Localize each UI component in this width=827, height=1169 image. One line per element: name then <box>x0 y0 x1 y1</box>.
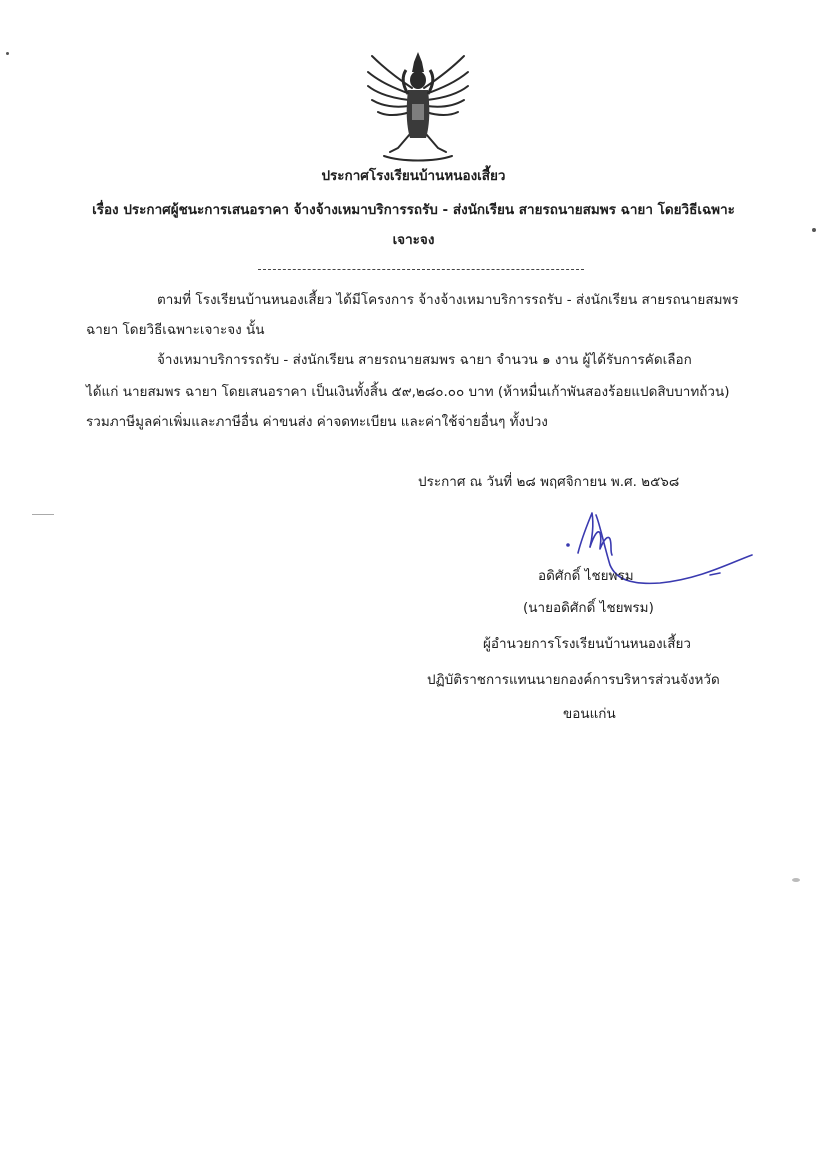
signer-position-line3: ขอนแก่น <box>563 706 616 722</box>
scan-speck <box>812 228 816 232</box>
announcement-date: ประกาศ ณ วันที่ ๒๘ พฤศจิกายน พ.ศ. ๒๕๖๘ <box>418 474 680 490</box>
scan-speck <box>792 878 800 882</box>
paragraph2-line1: จ้างเหมาบริการรถรับ - ส่งนักเรียน สายรถนายสมพร ฉายา จำนวน ๑ งาน ผู้ได้รับการคัดเลือก <box>157 352 692 368</box>
separator-line <box>258 269 584 270</box>
paragraph2-line2: ได้แก่ นายสมพร ฉายา โดยเสนอราคา เป็นเงินทั้งสิ้น ๕๙,๒๘๐.๐๐ บาท (ห้าหมื่นเก้าพันสองร้อยแปดสิบบาทถ้วน) <box>86 384 730 400</box>
signer-position-line2: ปฏิบัติราชการแทนนายกองค์การบริหารส่วนจังหวัด <box>427 672 720 688</box>
scan-speck <box>6 52 9 55</box>
paragraph2-line3: รวมภาษีมูลค่าเพิ่มและภาษีอื่น ค่าขนส่ง ค่าจดทะเบียน และค่าใช้จ่ายอื่นๆ ทั้งปวง <box>86 414 548 430</box>
scan-speck <box>32 514 54 515</box>
announcement-title: ประกาศโรงเรียนบ้านหนองเสี้ยว <box>321 168 506 184</box>
paragraph1-line2: ฉายา โดยวิธีเฉพาะเจาะจง นั้น <box>86 322 265 338</box>
signer-position-line1: ผู้อำนวยการโรงเรียนบ้านหนองเสี้ยว <box>483 636 691 652</box>
printed-name: (นายอดิศักดิ์ ไชยพรม) <box>523 600 654 616</box>
garuda-emblem-icon <box>362 48 474 166</box>
signed-name: อดิศักดิ์ ไชยพรม <box>538 568 634 584</box>
paragraph1-line1: ตามที่ โรงเรียนบ้านหนองเสี้ยว ได้มีโครงการ จ้างจ้างเหมาบริการรถรับ - ส่งนักเรียน สายรถนายสมพร <box>157 292 739 308</box>
announcement-subject-line2: เจาะจง <box>392 232 435 248</box>
announcement-subject-line1: เรื่อง ประกาศผู้ชนะการเสนอราคา จ้างจ้างเหมาบริการรถรับ - ส่งนักเรียน สายรถนายสมพร ฉายา โดยวิธีเฉพาะ <box>92 202 735 218</box>
